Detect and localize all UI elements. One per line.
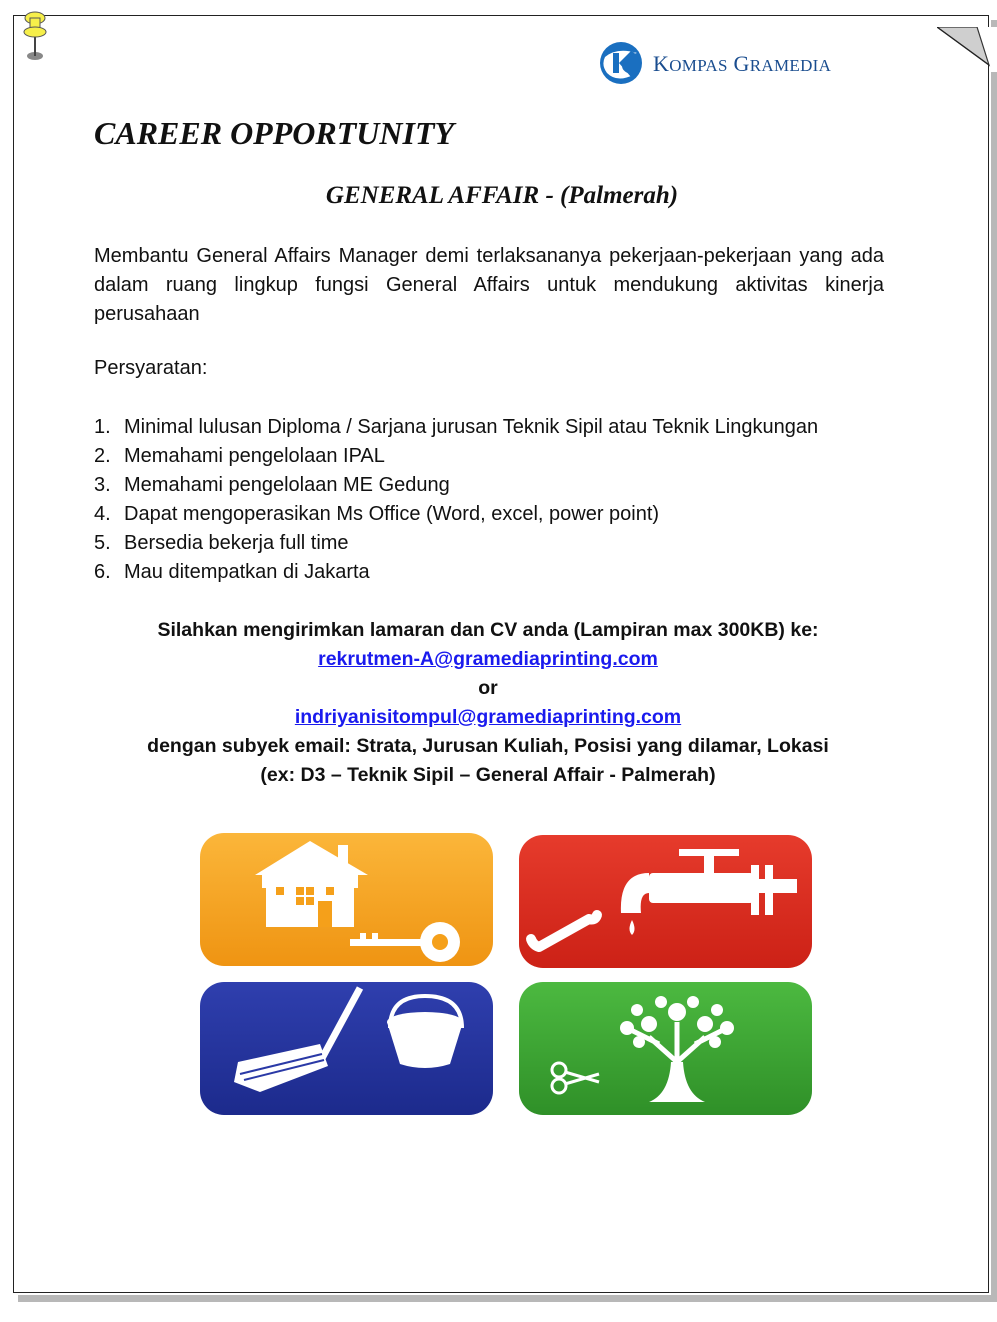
email-link-rekrutmen[interactable]: rekrutmen-A@gramediaprinting.com [318,648,658,670]
position-title: GENERAL AFFAIR - (Palmerah) [325,182,679,209]
list-item: 6. Mau ditempatkan di Jakarta [94,561,370,583]
faucet-wrench-tile [519,835,812,968]
job-description: Membantu General Affairs Manager demi terlaksananya pekerjaan-pekerjaan yang ada dalam ruang lingkup fungsi General Affairs untuk mendukung aktivitas kinerja perusahaan [94,245,884,325]
page-shadow-bottom [18,1295,997,1302]
list-item: 1. Minimal lulusan Diploma / Sarjana jurusan Teknik Sipil atau Teknik Lingkungan [94,416,819,438]
contact-intro: Silahkan mengirimkan lamaran dan CV anda (Lampiran max 300KB) ke: [157,619,819,641]
email-subject-example: (ex: D3 – Teknik Sipil – General Affair - Palmerah) [260,764,716,786]
contact-block [14,616,962,790]
kompas-gramedia-logo [597,39,877,87]
house-key-icon [200,833,493,966]
page-curl-icon [937,27,997,72]
tree-scissors-tile [519,982,812,1115]
document-sheet [13,15,989,1293]
list-item: 3. Memahami pengelolaan ME Gedung [94,474,450,496]
email-subject-instruction: dengan subyek email: Strata, Jurusan Kuliah, Posisi yang dilamar, Lokasi [147,735,829,757]
page-shadow-right [991,20,997,1302]
kg-logo-icon [597,39,649,87]
logo-wordmark: KOMPAS GRAMEDIA [653,51,832,76]
page-title: CAREER OPPORTUNITY [94,115,455,151]
broom-bucket-icon [200,982,493,1115]
tree-scissors-icon [519,982,812,1115]
requirements-list [94,413,818,587]
list-item: 5. Bersedia bekerja full time [94,532,349,554]
requirements-label: Persyaratan: [94,357,208,379]
faucet-wrench-icon [519,835,812,968]
broom-bucket-tile [200,982,493,1115]
email-link-indriyani[interactable]: indriyanisitompul@gramediaprinting.com [294,706,682,728]
contact-or: or [478,677,498,699]
pushpin-icon [20,10,50,62]
list-item: 2. Memahami pengelolaan IPAL [94,445,385,467]
list-item: 4. Dapat mengoperasikan Ms Office (Word, excel, power point) [94,503,660,525]
general-affairs-icons [200,833,812,1115]
house-key-tile [200,833,493,966]
